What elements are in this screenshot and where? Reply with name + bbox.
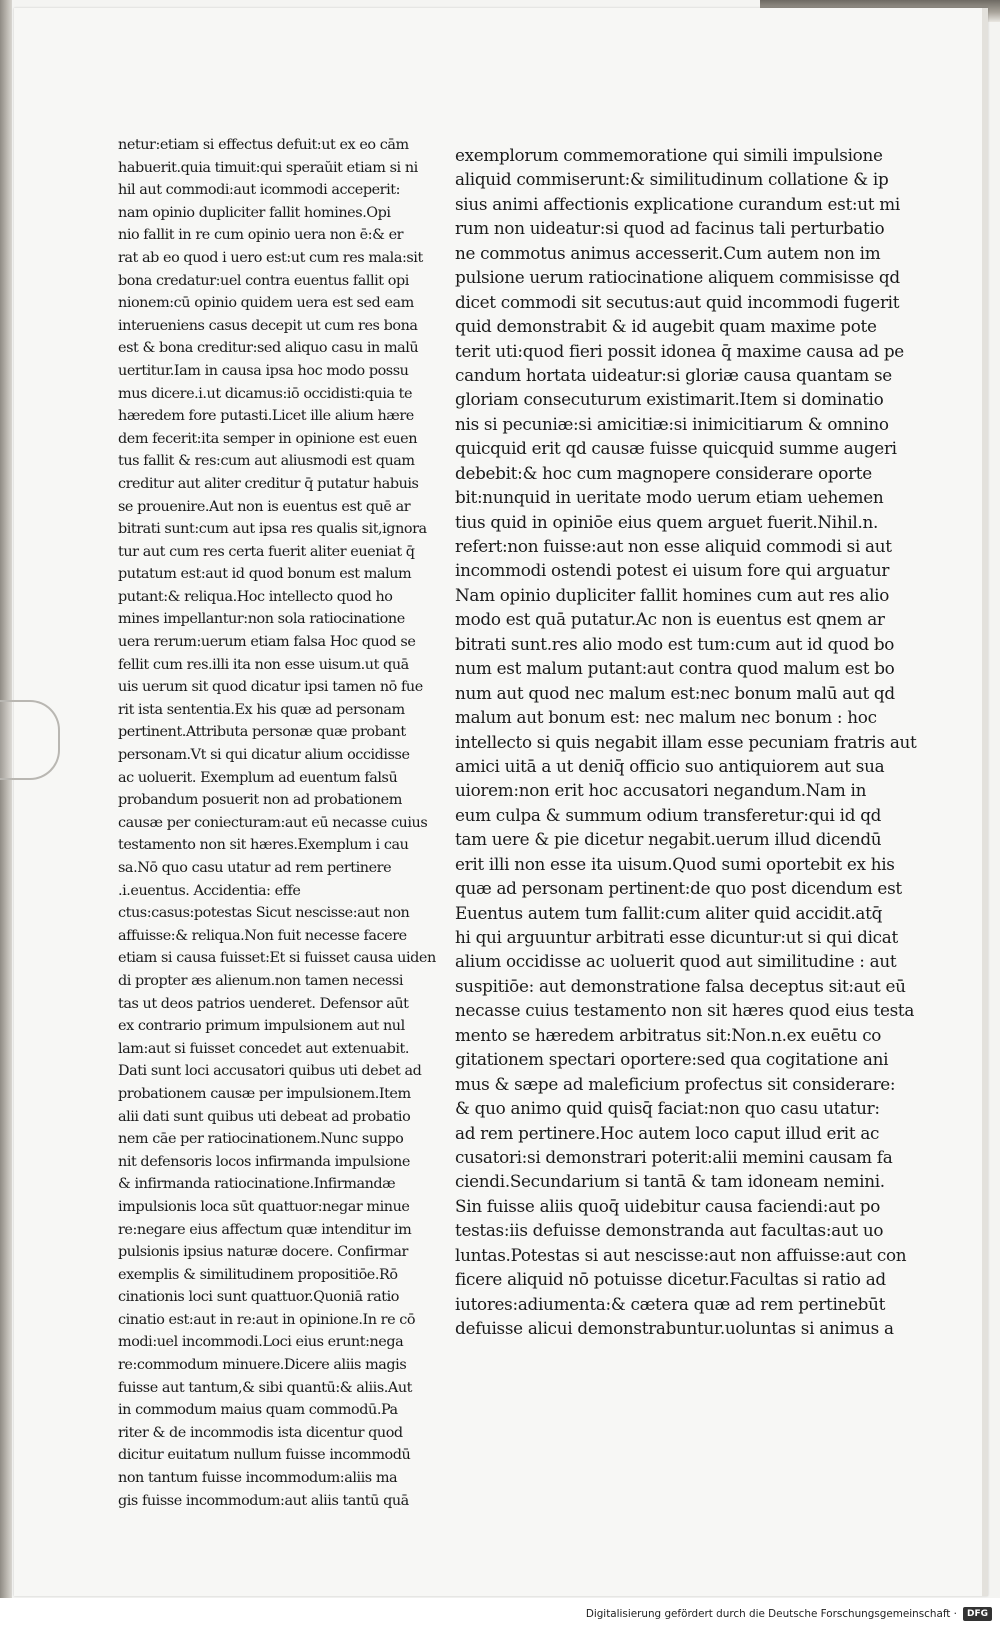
text-line: probationem causæ per impulsionem.Item: [118, 1085, 411, 1102]
text-line: eum culpa & summum odium transferetur:qui id qd: [455, 804, 882, 825]
text-line: exemplis & similitudinem propositiōe.Rō: [118, 1266, 398, 1283]
text-line: exemplorum commemoratione qui simili impulsione: [455, 145, 883, 165]
text-line: cinationis loci sunt quattuor.Quoniā ratio: [118, 1289, 399, 1306]
text-line: gitationem spectari oportere:sed qua cogitatione ani: [455, 1049, 889, 1070]
text-line: mus & sæpe ad maleficium profectus sit considerare:: [455, 1073, 896, 1094]
text-line: intellecto si quis negabit illam esse pecuniam fratris aut: [455, 731, 917, 752]
text-line: sius animi affectionis explicatione curandum est:ut mi: [455, 193, 900, 214]
text-line: hi qui arguuntur arbitrati esse dicuntur:ut si qui dicat: [455, 927, 898, 947]
text-line: non tantum fuisse incommodum:aliis ma: [118, 1470, 398, 1487]
text-line: modi:uel incommodi.Loci eius erunt:nega: [118, 1334, 404, 1351]
page-clip: [0, 700, 60, 780]
text-line: modo est quā putatur.Ac non is euentus est qnem ar: [455, 609, 885, 630]
right-text-column: [455, 143, 933, 1340]
text-line: necasse cuius testamento non sit hæres quod eius testa: [455, 1000, 915, 1021]
text-line: quæ ad personam pertinent:de quo post dicendum est: [455, 878, 902, 899]
text-line: se prouenire.Aut non is euentus est quē ar: [118, 498, 411, 515]
text-line: incommodi ostendi potest ei uisum fore qui arguatur: [455, 560, 890, 581]
text-line: debebit:& hoc cum magnopere considerare oporte: [455, 462, 872, 483]
text-line: Sin fuisse aliis quoq̄ uidebitur causa faciendi:aut po: [455, 1195, 881, 1216]
text-line: re:negare eius affectum quæ intenditur im: [118, 1221, 412, 1238]
text-line: Euentus autem tum fallit:cum aliter quid accidit.atq̄: [455, 902, 883, 923]
text-line: uertitur.Iam in causa ipsa hoc modo possu: [118, 362, 409, 379]
text-line: bona credatur:uel contra euentus fallit opi: [118, 272, 409, 289]
text-line: defuisse alicui demonstrabuntur.uoluntas si animus a: [455, 1318, 894, 1338]
text-line: gloriam consecuturum existimarit.Item si dominatio: [455, 389, 884, 410]
text-line: luntas.Potestas si aut nescisse:aut non affuisse:aut con: [455, 1244, 907, 1265]
text-line: alii dati sunt quibus uti debeat ad probatio: [118, 1108, 411, 1125]
text-line: malum aut bonum est: nec malum nec bonum : hoc: [455, 707, 877, 728]
text-line: netur:etiam si effectus defuit:ut ex eo cām: [118, 137, 409, 153]
text-line: ne commotus animus accesserit.Cum autem non im: [455, 242, 881, 263]
text-line: gis fuisse incommodum:aut aliis tantū quā: [118, 1492, 409, 1509]
book-spine: [0, 0, 12, 1598]
text-line: putant:& reliqua.Hoc intellecto quod ho: [118, 588, 393, 605]
text-line: dicet commodi sit secutus:aut quid incommodi fugerit: [455, 291, 900, 312]
text-line: suspitiōe: aut demonstratione falsa deceptus sit:aut eū: [455, 975, 906, 996]
text-line: alium occidisse ac uoluerit quod aut similitudine : aut: [455, 951, 897, 972]
text-line: cinatio est:aut in re:aut in opinione.In re cō: [118, 1311, 416, 1328]
text-line: amici uitā a ut deniq̄ officio suo antiquiorem aut sua: [455, 755, 885, 776]
text-line: pulsione uerum ratiocinatione aliquem commisisse qd: [455, 267, 900, 288]
text-line: habuerit.quia timuit:qui speraŭit etiam si ni: [118, 159, 418, 176]
text-line: fellit cum res.illi ita non esse uisum.ut quā: [118, 656, 409, 673]
text-line: & quo animo quid quisq̄ faciat:non quo casu utatur:: [455, 1098, 880, 1119]
text-line: & infirmanda ratiocinatione.Infirmandæ: [118, 1176, 396, 1193]
text-line: candum hortata uideatur:si gloriæ causa quantam se: [455, 364, 892, 385]
text-line: probandum posuerit non ad probationem: [118, 792, 402, 809]
text-line: ac uoluerit. Exemplum ad euentum falsū: [118, 769, 398, 786]
text-line: rit ista sententia.Ex his quæ ad personam: [118, 701, 405, 718]
text-line: ficere aliquid nō potuisse dicetur.Facultas si ratio ad: [455, 1269, 886, 1290]
text-line: tur aut cum res certa fuerit aliter eueniat q̄: [118, 543, 415, 560]
text-line: fuisse aut tantum,& sibi quantū:& aliis.Aut: [118, 1379, 412, 1396]
text-line: nionem:cū opinio quidem uera est sed eam: [118, 295, 414, 312]
text-line: ex contrario primum impulsionem aut nul: [118, 1018, 405, 1035]
text-line: nam opinio dupliciter fallit homines.Opi: [118, 204, 391, 221]
text-line: pertinent.Attributa personæ quæ probant: [118, 724, 406, 741]
text-line: quicquid erit qd causæ fuisse quicquid summe augeri: [455, 438, 897, 459]
manuscript-page: [14, 8, 988, 1596]
text-line: Dati sunt loci accusatori quibus uti debet ad: [118, 1063, 422, 1080]
text-line: causæ per coniecturam:aut eū necasse cuius: [118, 814, 428, 831]
footer-credit: Digitalisierung gefördert durch die Deutsche Forschungsgemeinschaft ·: [585, 1607, 957, 1620]
text-line: lam:aut si fuisset concedet aut extenuabit.: [118, 1040, 410, 1057]
text-line: interueniens casus decepit ut cum res bona: [118, 317, 418, 334]
text-line: riter & de incommodis ista dicentur quod: [118, 1424, 403, 1441]
text-line: ctus:casus:potestas Sicut nescisse:aut non: [118, 905, 410, 922]
text-line: est & bona creditur:sed aliquo casu in malū: [118, 340, 419, 357]
text-line: mus dicere.i.ut dicamus:iō occidisti:quia te: [118, 385, 413, 402]
text-line: tus fallit & res:cum aut aliusmodi est quam: [118, 453, 415, 470]
text-line: num aut quod nec malum est:nec bonum malū aut qd: [455, 682, 895, 703]
text-line: rat ab eo quod i uero est:ut cum res mala:sit: [118, 249, 423, 266]
text-line: hæredem fore putasti.Licet ille alium hære: [118, 408, 414, 425]
text-line: erit illi non esse ita uisum.Quod sumi oportebit ex his: [455, 853, 895, 874]
text-line: personam.Vt si qui dicatur alium occidisse: [118, 747, 410, 764]
text-line: uis uerum sit quod dicatur ipsi tamen nō fue: [118, 679, 423, 696]
text-line: iutores:adiumenta:& cætera quæ ad rem pertinebūt: [455, 1293, 886, 1314]
text-line: mento se hæredem arbitratus sit:Non.n.ex euētu co: [455, 1024, 882, 1045]
left-text-column: [118, 134, 448, 1512]
text-line: uera rerum:uerum etiam falsa Hoc quod se: [118, 634, 416, 651]
text-line: uiorem:non erit hoc accusatori negandum.Nam in: [455, 780, 867, 801]
text-line: terit uti:quod fieri possit idonea q̄ maxime causa ad pe: [455, 340, 904, 361]
text-line: in commodum maius quam commodū.Pa: [118, 1402, 398, 1419]
text-line: testas:iis defuisse demonstranda aut facultas:aut uo: [455, 1220, 884, 1241]
text-line: .i.euentus. Accidentia: effe: [118, 882, 301, 899]
text-line: tas ut deos patrios uenderet. Defensor aūt: [118, 995, 409, 1012]
text-line: num est malum putant:aut contra quod malum est bo: [455, 658, 895, 679]
text-line: etiam si causa fuisset:Et si fuisset causa uiden: [118, 950, 436, 967]
text-line: affuisse:& reliqua.Non fuit necesse facere: [118, 927, 407, 944]
text-line: nio fallit in re cum opinio uera non ē:& er: [118, 227, 404, 244]
text-line: creditur aut aliter creditur q̄ putatur habuis: [118, 475, 419, 492]
text-line: ad rem pertinere.Hoc autem loco caput illud erit ac: [455, 1122, 880, 1143]
text-line: pulsionis ipsius naturæ docere. Confirmar: [118, 1244, 408, 1261]
text-line: tam uere & pie dicetur negabit.uerum illud dicendū: [455, 829, 882, 850]
text-line: nit defensoris locos infirmanda impulsione: [118, 1153, 410, 1170]
text-line: bitrati sunt.res alio modo est tum:cum aut id quod bo: [455, 633, 895, 654]
text-line: re:commodum minuere.Dicere aliis magis: [118, 1357, 407, 1374]
text-line: putatum est:aut id quod bonum est malum: [118, 566, 412, 583]
text-line: tius quid in opiniōe eius quem arguet fuerit.Nihil.n.: [455, 511, 879, 532]
text-line: dem fecerit:ita semper in opinione est euen: [118, 430, 418, 447]
footer-bar: [0, 1598, 1000, 1629]
text-line: hil aut commodi:aut icommodi acceperit:: [118, 182, 400, 199]
text-line: cusatori:si demonstrari poterit:alii memini causam fa: [455, 1146, 893, 1167]
text-line: impulsionis loca sūt quattuor:negar minue: [118, 1198, 410, 1215]
text-line: di propter æs alienum.non tamen necessi: [118, 972, 403, 989]
text-line: dicitur euitatum nullum fuisse incommodū: [118, 1447, 411, 1464]
text-line: bit:nunquid in ueritate modo uerum etiam uehemen: [455, 487, 884, 508]
dfg-logo: DFG: [963, 1607, 992, 1621]
text-line: aliquid commiserunt:& similitudinum collatione & ip: [455, 169, 889, 190]
text-line: bitrati sunt:cum aut ipsa res qualis sit,ignora: [118, 521, 427, 538]
text-line: ciendi.Secundarium si tantā & tam idoneam nemini.: [455, 1171, 885, 1192]
text-line: mines impellantur:non sola ratiocinatione: [118, 611, 405, 628]
text-line: sa.Nō quo casu utatur ad rem pertinere: [118, 860, 392, 876]
text-line: quid demonstrabit & id augebit quam maxime pote: [455, 316, 877, 337]
text-line: Nam opinio dupliciter fallit homines cum aut res alio: [455, 584, 890, 605]
text-line: testamento non sit hæres.Exemplum i cau: [118, 837, 409, 854]
text-line: nem cāe per ratiocinationem.Nunc suppo: [118, 1131, 404, 1148]
text-line: rum non uideatur:si quod ad facinus tali perturbatio: [455, 218, 885, 239]
text-line: nis si pecuniæ:si amicitiæ:si inimicitiarum & omnino: [455, 413, 889, 434]
text-line: refert:non fuisse:aut non esse aliquid commodi si aut: [455, 536, 892, 556]
